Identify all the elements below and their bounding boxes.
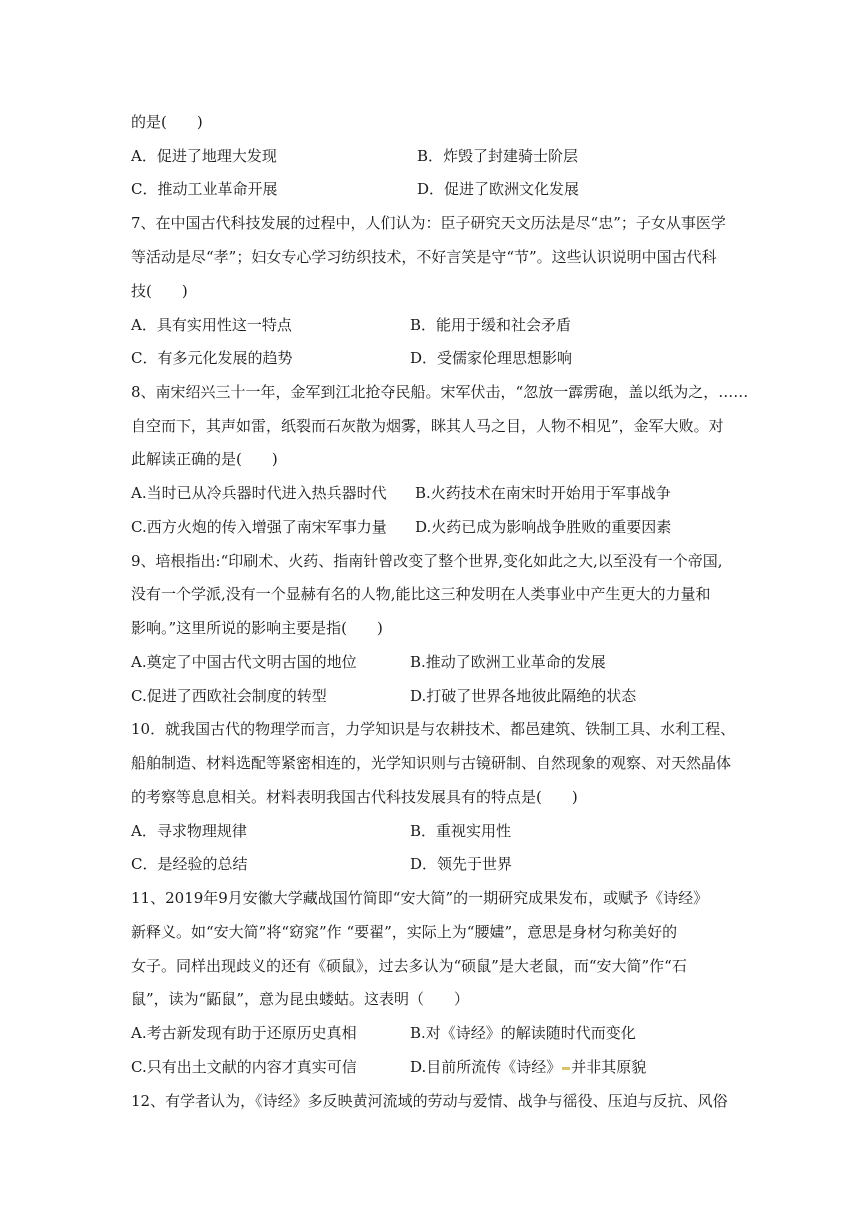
q10-stem-line: 10．就我国古代的物理学而言，力学知识是与农耕技术、都邑建筑、铁制工具、水利工程、: [131, 720, 736, 738]
q8-option-a: A.当时已从冷兵器时代进入热兵器时代: [131, 484, 387, 502]
q7-stem-line: 7、在中国古代科技发展的过程中，人们认为：臣子研究天文历法是尽“忠”；子女从事医学: [131, 214, 726, 232]
q11-stem-line: 新释义。如“安大简”将“窈窕”作 “要翟”，实际上为“腰嫿”，意思是身材匀称美好的: [131, 923, 678, 941]
q10-stem-line: 的考察等息息相关。材料表明我国古代科技发展具有的特点是( ): [131, 788, 578, 806]
q7-stem-line: 技( ): [131, 282, 188, 300]
q9-option-b: B.推动了欧洲工业革命的发展: [410, 653, 606, 671]
q10-stem-line: 船舶制造、材料选配等紧密相连的，光学知识则与古镜研制、自然现象的观察、对天然晶体: [131, 754, 732, 772]
q7-option-b: B．能用于缓和社会矛盾: [410, 316, 572, 334]
q9-stem-line: 没有一个学派,没有一个显赫有名的人物,能比这三种发明在人类事业中产生更大的力量和: [131, 585, 711, 603]
q10-option-b: B．重视实用性: [410, 822, 512, 840]
q9-option-a: A.奠定了中国古代文明古国的地位: [131, 653, 357, 671]
q8-option-b: B.火药技术在南宋时开始用于军事战争: [415, 484, 671, 502]
q8-option-d: D.火药已成为影响战争胜败的重要因素: [415, 518, 672, 536]
q9-stem-line: 影响。”这里所说的影响主要是指( ): [131, 619, 383, 637]
q8-stem-line: 此解读正确的是( ): [131, 450, 278, 468]
q7-option-c: C．有多元化发展的趋势: [131, 349, 293, 367]
q6-stem-tail: 的是( ): [131, 113, 203, 131]
q10-option-d: D．领先于世界: [410, 855, 513, 873]
q11-stem-line: 11、2019年9月安徽大学藏战国竹简即“安大简”的一期研究成果发布，或赋予《诗经》: [131, 889, 709, 907]
q7-stem-line: 等活动是尽“孝”；妇女专心学习纺织技术，不好言笑是守“节”。这些认识说明中国古代科: [131, 248, 717, 266]
q11-option-d: [410, 1057, 646, 1077]
q12-stem-line: 12、有学者认为，《诗经》多反映黄河流域的劳动与爱情、战争与徭役、压迫与反抗、风俗: [131, 1092, 728, 1110]
q9-option-d: D.打破了世界各地彼此隔绝的状态: [410, 687, 637, 705]
q11-option-d-text: 并非其原貌: [571, 1058, 647, 1076]
q7-option-a: A．具有实用性这一特点: [131, 316, 292, 334]
q9-stem-line: 9、培根指出:“印刷术、火药、指南针曾改变了整个世界,变化如此之大,以至没有一个帝国,: [131, 552, 723, 570]
q8-stem-line: 8、南宋绍兴三十一年，金军到江北抢夺民船。宋军伏击，“忽放一霹雳砲，盖以纸为之，……: [131, 383, 749, 401]
q10-option-c: C．是经验的总结: [131, 855, 248, 873]
q10-option-a: A．寻求物理规律: [131, 822, 247, 840]
q11-option-a: A.考古新发现有助于还原历史真相: [131, 1024, 357, 1042]
q6-option-d: D．促进了欧洲文化发展: [417, 180, 580, 198]
q11-option-c: C.只有出土文献的内容才真实可信: [131, 1058, 357, 1076]
q6-option-c: C．推动工业革命开展: [131, 180, 278, 198]
q7-option-d: D．受儒家伦理思想影响: [410, 349, 573, 367]
q11-option-b: B.对《诗经》的解读随时代而变化: [410, 1024, 636, 1042]
q9-option-c: C.促进了西欧社会制度的转型: [131, 687, 327, 705]
q6-option-a: A．促进了地理大发现: [131, 147, 277, 165]
q8-stem-line: 自空而下，其声如雷，纸裂而石灰散为烟雾，眯其人马之目，人物不相见”，金军大败。对: [131, 417, 724, 435]
q6-option-b: B．炸毁了封建骑士阶层: [417, 147, 579, 165]
q11-stem-line: 鼠”，读为“鼫鼠”，意为昆虫蝼蛄。这表明（ ）: [131, 990, 470, 1008]
q8-option-c: C.西方火炮的传入增强了南宋军事力量: [131, 518, 387, 536]
highlight-mark: [562, 1067, 570, 1070]
q11-stem-line: 女子。同样出现歧义的还有《硕鼠》，过去多认为“硕鼠”是大老鼠，而“安大简”作“石: [131, 957, 687, 975]
q11-option-d-text: D.目前所流传《诗经》: [410, 1058, 562, 1076]
